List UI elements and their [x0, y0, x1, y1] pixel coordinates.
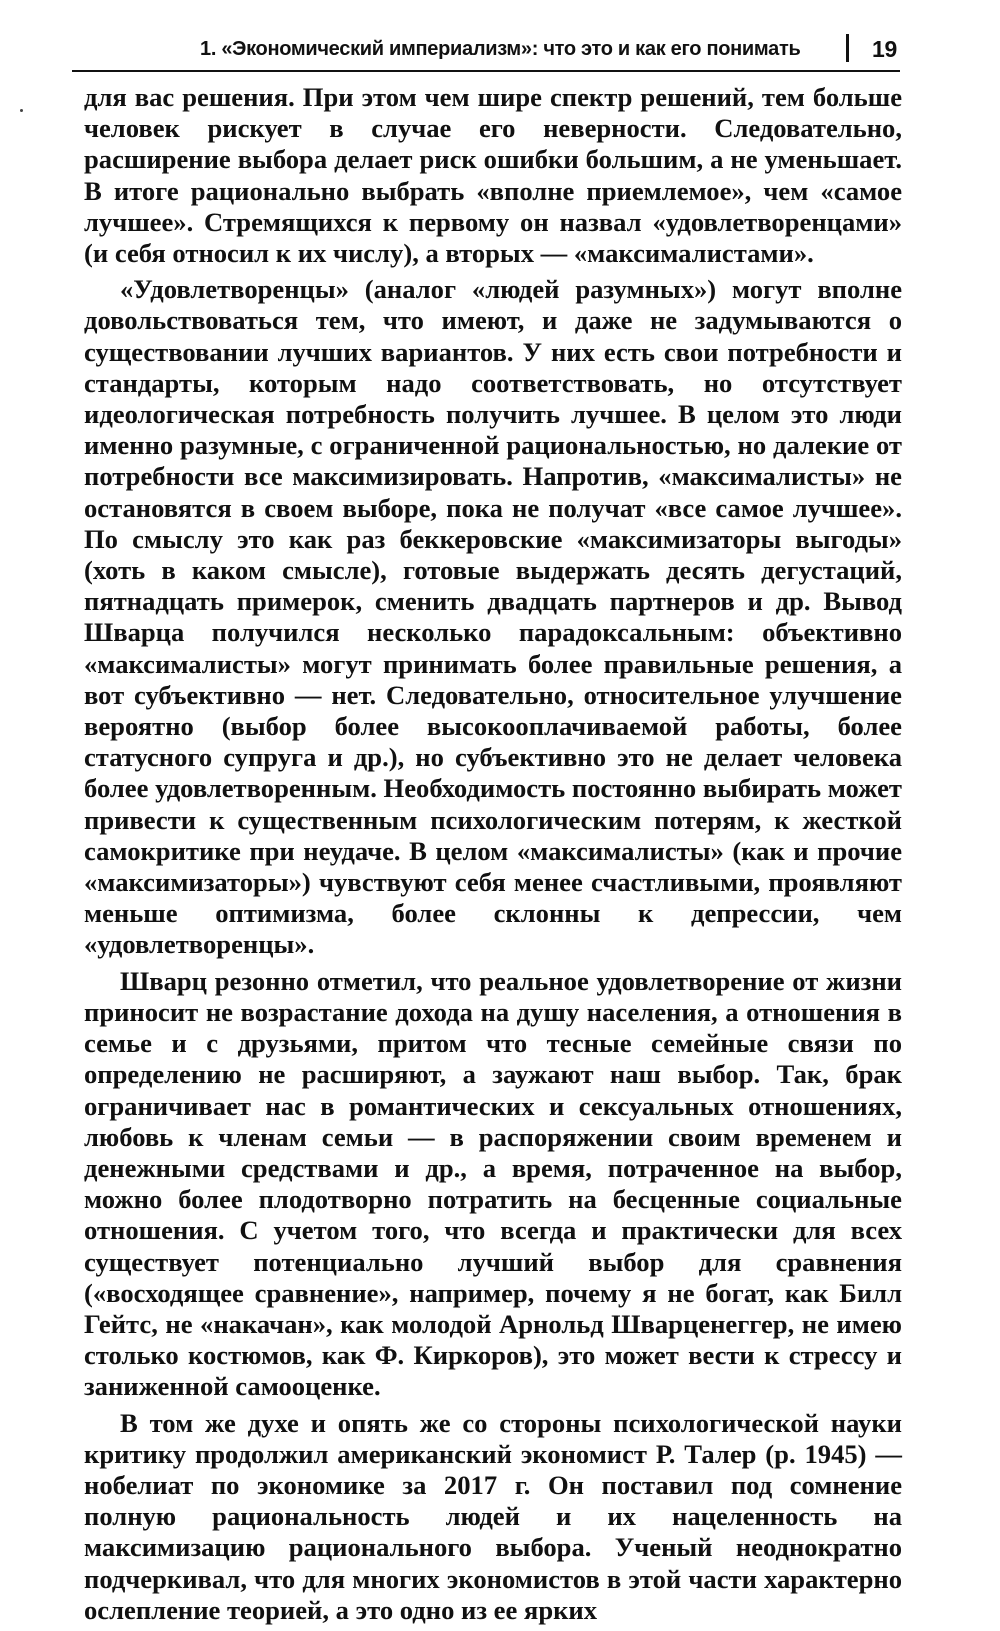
chapter-title: 1. «Экономический империализм»: что это и как его понимать: [200, 38, 801, 60]
paragraph-2: «Удовлетворенцы» (аналог «людей разумных») могут вполне довольствоваться тем, что имеют, и даже не задумываются о существовании лучших вариантов. У них есть свои потребности и стандарты, которым надо соответствовать, но отсутствует идеологическая потребность получить лучшее. В целом это люди именно разумные, с ограниченной рациональностью, но далекие от потребности все максимизировать. Напротив, «максималисты» не остановятся в своем выборе, пока не получат «все самое лучшее». По смыслу это как раз беккеровские «максимизаторы выгоды» (хоть в каком смысле), готовые выдержать десять дегустаций, пятнадцать примерок, сменить двадцать партнеров и др. Вывод Шварца получился несколько парадоксальным: объективно «максималисты» могут принимать более правильные решения, а вот субъективно — нет. Следовательно, относительное улучшение вероятно (выбор более высокооплачиваемой работы, более статусного супруга и др.), но субъективно это не делает человека более удовлетворенным. Необходимость постоянно выбирать может привести к существенным психологическим потерям, к жесткой самокритике при неудаче. В целом «максималисты» (как и прочие «максимизаторы») чувствуют себя менее счастливыми, проявляют меньше оптимизма, более склонны к депрессии, чем «удовлетворенцы».: [84, 274, 902, 960]
header-separator: [846, 34, 849, 62]
page-number: 19: [872, 36, 897, 62]
scan-speck: [20, 109, 23, 112]
header-rule: [72, 70, 900, 72]
body-text: [84, 82, 902, 1631]
running-header: [72, 34, 902, 74]
paragraph-3: Шварц резонно отметил, что реальное удовлетворение от жизни приносит не возрастание дохода на душу населения, а отношения в семье и с друзьями, притом что тесные семейные связи по определению не расширяют, а заужают наш выбор. Так, брак ограничивает нас в романтических и сексуальных отношениях, любовь к членам семьи — в распоряжении своим временем и денежными средствами и др., а время, потраченное на выбор, можно более плодотворно потратить на бесценные социальные отношения. С учетом того, что всегда и практически для всех существует потенциально лучший выбор для сравнения («восходящее сравнение», например, почему я не богат, как Билл Гейтс, не «накачан», как молодой Арнольд Шварценеггер, не имею столько костюмов, как Ф. Киркоров), это может вести к стрессу и заниженной самооценке.: [84, 965, 902, 1402]
paragraph-4: В том же духе и опять же со стороны психологической науки критику продолжил американский экономист Р. Талер (р. 1945) — нобелиат по экономике за 2017 г. Он поставил под сомнение полную рациональность людей и их нацеленность на максимизацию рационального выбора. Ученый неоднократно подчеркивал, что для многих экономистов в этой части характерно ослепление теорией, а это одно из ее ярких: [84, 1407, 902, 1625]
paragraph-1: для вас решения. При этом чем шире спектр решений, тем больше человек рискует в случае его неверности. Следовательно, расширение выбора делает риск ошибки большим, а не уменьшает. В итоге рационально выбрать «вполне приемлемое», чем «самое лучшее». Стремящихся к первому он назвал «удовлетворенцами» (и себя относил к их числу), а вторых — «максималистами».: [84, 82, 902, 269]
